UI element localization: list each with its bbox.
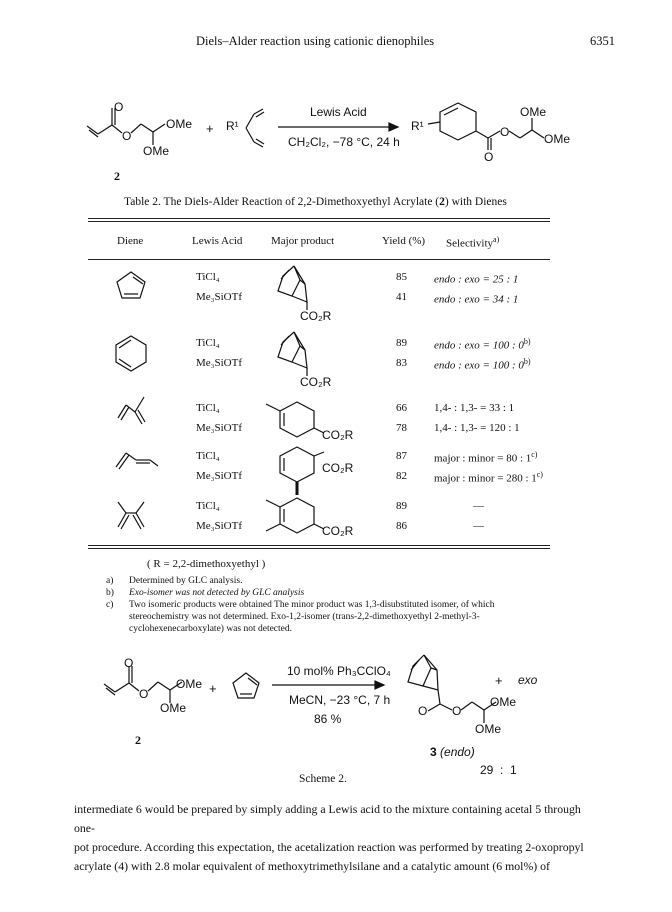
footnote-c-mark: c) [106, 600, 114, 610]
scheme2-carbonyl-o: O [124, 656, 134, 670]
header-yield: Yield (%) [382, 235, 426, 247]
scheme2-plus-exo: + [495, 673, 503, 688]
row3-yield2: 78 [396, 422, 407, 434]
row4-sel1: major : minor = 80 : 1$^{c)}$ [434, 450, 538, 465]
body-line-3: acrylate (4) with 2.8 molar equivalent of methoxytrimethylsilane and a catalytic amount (6 mol%) of [74, 859, 550, 873]
header-lewis-acid: Lewis Acid [192, 235, 243, 247]
scheme2-yield: 86 % [314, 712, 342, 726]
scheme2-compound-label: 2 [135, 733, 141, 747]
scheme1-compound-label: 2 [114, 169, 120, 183]
row4-acid1: TiCl₄ [196, 450, 220, 462]
row4-acid2: Me₃SiOTf [196, 470, 242, 482]
row2-sel2: endo : exo = 100 : 0$^{b)}$ [434, 357, 531, 372]
scheme1-product-ome-2: OMe [544, 132, 571, 146]
scheme2-ome-1: OMe [176, 677, 203, 691]
body-line-2: pot procedure. According this expectation, the acetalization reaction was performed by treating 2-oxopropyl [74, 840, 584, 854]
scheme1-product-r1: R¹ [411, 119, 424, 133]
scheme2-product-ome-2: OMe [475, 722, 502, 736]
scheme1-product-o-ester: O [500, 125, 510, 139]
row2-product-label: CO₂R [300, 375, 332, 389]
page-number: 6351 [590, 34, 615, 48]
row4-sel2: major : minor = 280 : 1$^{c)}$ [434, 470, 543, 485]
row3-sel1: 1,4- : 1,3- = 33 : 1 [434, 402, 515, 414]
scheme1-ome-2: OMe [143, 144, 170, 158]
row1-product-label: CO₂R [300, 309, 332, 323]
row5-sel1: — [473, 500, 484, 512]
scheme1-product-o-carbonyl: O [484, 150, 494, 164]
row1-sel2: endo : exo = 34 : 1 [434, 293, 519, 306]
scheme1-ester-o: O [122, 129, 132, 143]
scheme2-exo: exo [518, 673, 538, 687]
row1-sel1: endo : exo = 25 : 1 [434, 273, 519, 286]
header-diene: Diene [117, 235, 144, 247]
row1-yield2: 41 [396, 291, 407, 303]
row2-yield2: 83 [396, 357, 407, 369]
body-paragraph [74, 800, 604, 876]
row3-acid1: TiCl₄ [196, 402, 220, 414]
scheme2-caption: Scheme 2. [299, 773, 347, 785]
row3-acid2: Me₃SiOTf [196, 422, 242, 434]
scheme2-ester-o: O [139, 687, 149, 701]
scheme1-conditions: CH₂Cl₂, −78 °C, 24 h [288, 135, 400, 149]
row1-acid1: TiCl₄ [196, 271, 220, 283]
scheme1-product-ome-1: OMe [520, 105, 547, 119]
scheme2-ratio: 29 : 1 [480, 763, 517, 777]
scheme2-product-ome-1: OMe [490, 695, 517, 709]
row4-yield1: 87 [396, 450, 407, 462]
body-line-1: intermediate 6 would be prepared by simply adding a Lewis acid to the mixture containing acetal 5 through one- [74, 802, 581, 835]
footnote-b-mark: b) [106, 588, 114, 598]
r-definition: ( R = 2,2-dimethoxyethyl ) [147, 558, 266, 570]
row5-yield2: 86 [396, 520, 407, 532]
row4-yield2: 82 [396, 470, 407, 482]
scheme1-carbonyl-o: O [114, 100, 124, 114]
scheme2-product-label: 3 (endo) [430, 745, 475, 759]
scheme2-conditions: MeCN, −23 °C, 7 h [289, 693, 391, 707]
footnote-c-text: Two isomeric products were obtained The minor product was 1,3-disubstituted isomer, of which stereochemistry was not determined. Exo-1,2-isomer (trans-2,2-dimethoxyethyl 2-methyl-3-cyclohexenecarboxylate) was not detected. [129, 600, 495, 634]
row2-yield1: 89 [396, 337, 407, 349]
scheme2-product-o-carbonyl: O [418, 704, 428, 718]
row3-sel2: 1,4- : 1,3- = 120 : 1 [434, 422, 520, 434]
scheme2-product-o-ester: O [452, 704, 462, 718]
row5-acid2: Me₃SiOTf [196, 520, 242, 532]
scheme2-ome-2: OMe [160, 701, 187, 715]
row3-product-label: CO₂R [322, 428, 354, 442]
row2-acid2: Me₃SiOTf [196, 357, 242, 369]
header-selectivity: Selectivity$^{a)}$ [446, 235, 500, 250]
footnote-b-text: Exo-isomer was not detected by GLC analysis [129, 588, 305, 598]
footnote-a-text: Determined by GLC analysis. [129, 576, 243, 586]
row2-sel1: endo : exo = 100 : 0$^{b)}$ [434, 337, 531, 352]
scheme2-reagent: 10 mol% Ph₃CClO₄ [287, 664, 391, 678]
table-caption: Table 2. The Diels-Alder Reaction of 2,2-Dimethoxyethyl Acrylate (2) with Dienes [124, 196, 507, 208]
footnote-a-mark: a) [106, 576, 114, 586]
row5-sel2: — [473, 520, 484, 532]
scheme1-ome-1: OMe [166, 117, 193, 131]
scheme1-plus: + [206, 121, 214, 136]
scheme2-plus: + [209, 681, 217, 696]
row1-yield1: 85 [396, 271, 407, 283]
row2-acid1: TiCl₄ [196, 337, 220, 349]
row5-product-label: CO₂R [322, 524, 354, 538]
row5-yield1: 89 [396, 500, 407, 512]
row5-acid1: TiCl₄ [196, 500, 220, 512]
scheme1-reagent: Lewis Acid [310, 105, 367, 119]
running-title: Diels–Alder reaction using cationic dienophiles [196, 34, 435, 48]
row4-product-label: CO₂R [322, 461, 354, 475]
row3-yield1: 66 [396, 402, 407, 414]
header-major-product: Major product [271, 235, 335, 247]
row1-acid2: Me₃SiOTf [196, 291, 242, 303]
scheme1-r1: R¹ [226, 119, 239, 133]
